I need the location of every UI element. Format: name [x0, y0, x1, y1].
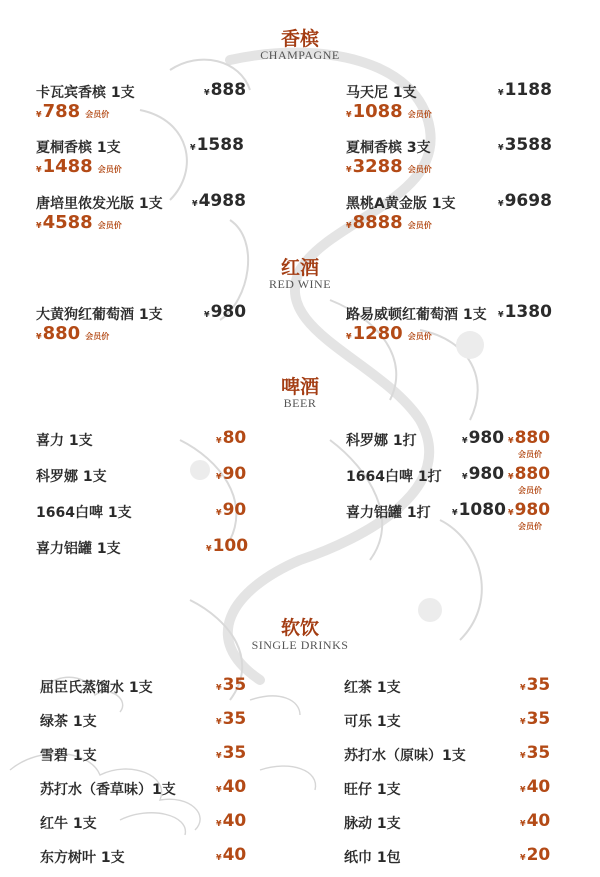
menu-item-price: ¥35	[216, 709, 247, 729]
beer-title-en: BEER	[283, 396, 317, 410]
menu-item-price: ¥35	[520, 709, 551, 729]
menu-item-price: ¥888	[204, 80, 247, 100]
menu-item-name: 夏桐香槟 1支	[36, 140, 121, 156]
menu-item-name: 夏桐香槟 3支	[346, 140, 431, 156]
menu-item-price: ¥1380	[498, 302, 552, 322]
member-price: ¥980	[508, 500, 551, 520]
menu-item-price: ¥9698	[498, 191, 552, 211]
menu-item-name: 1664白啤 1支	[36, 505, 132, 521]
member-price-label: 会员价	[85, 332, 110, 341]
member-price-label: 会员价	[85, 110, 110, 119]
menu-item-price: ¥980	[204, 302, 247, 322]
menu-item-price: ¥4988	[192, 191, 246, 211]
champagne-title-en: CHAMPAGNE	[260, 48, 340, 62]
menu-item-name: 唐培里侬发光版 1支	[36, 196, 163, 212]
member-price: ¥1088 会员价	[346, 101, 432, 122]
menu-item-price: ¥35	[216, 675, 247, 695]
menu-item-name: 屈臣氏蒸馏水 1支	[40, 680, 153, 696]
beer-title-cn: 啤酒	[280, 376, 319, 398]
menu-item-price: ¥40	[216, 777, 247, 797]
member-price: ¥880	[508, 428, 551, 448]
menu-item-name: 路易威顿红葡萄酒 1支	[346, 307, 487, 323]
member-price-label: 会员价	[518, 486, 542, 495]
member-price: ¥880 会员价	[36, 323, 110, 344]
menu-item-price: ¥1188	[498, 80, 552, 100]
menu-item-name: 苏打水（原味）1支	[344, 748, 466, 764]
red-wine-title-cn: 红酒	[280, 257, 319, 279]
member-price: ¥8888 会员价	[346, 212, 432, 233]
member-price: ¥788 会员价	[36, 101, 110, 122]
menu-item-price: ¥35	[216, 743, 247, 763]
member-price: ¥1488 会员价	[36, 156, 122, 177]
red-wine-title-en: RED WINE	[268, 277, 332, 291]
menu-item-name: 喜力 1支	[36, 433, 93, 449]
member-price: ¥4588 会员价	[36, 212, 122, 233]
menu-item-name: 卡瓦宾香槟 1支	[36, 85, 135, 101]
menu-item-price: ¥40	[520, 811, 551, 831]
menu-item-name: 红牛 1支	[40, 816, 97, 832]
member-price: ¥3288 会员价	[346, 156, 432, 177]
menu-item-name: 东方树叶 1支	[40, 850, 125, 866]
member-price: ¥880	[508, 464, 551, 484]
menu-item-name: 科罗娜 1支	[36, 469, 107, 485]
menu-item-price: ¥980	[462, 428, 505, 448]
menu-item-name: 喜力铝罐 1打	[346, 505, 431, 521]
menu-item-price: ¥35	[520, 675, 551, 695]
menu-item-name: 纸巾 1包	[344, 850, 401, 866]
menu-item-price: ¥100	[206, 536, 249, 556]
menu-item-price: ¥3588	[498, 135, 552, 155]
menu-item-price: ¥980	[462, 464, 505, 484]
champagne-title-cn: 香槟	[280, 28, 319, 50]
member-price-label: 会员价	[97, 165, 122, 174]
menu-item-name: 科罗娜 1打	[346, 433, 417, 449]
menu-item-name: 可乐 1支	[344, 714, 401, 730]
menu-item-price: ¥1080	[452, 500, 506, 520]
menu-item-name: 绿茶 1支	[40, 714, 97, 730]
menu-item-name: 脉动 1支	[344, 816, 401, 832]
menu-item-price: ¥20	[520, 845, 551, 865]
member-price-label: 会员价	[518, 450, 542, 459]
menu-item-price: ¥1588	[190, 135, 244, 155]
menu-item-price: ¥90	[216, 464, 247, 484]
member-price-label: 会员价	[407, 110, 432, 119]
member-price-label: 会员价	[407, 332, 432, 341]
menu-item-price: ¥80	[216, 428, 247, 448]
member-price-label: 会员价	[407, 165, 432, 174]
soft-drinks-title-cn: 软饮	[280, 617, 319, 639]
menu-item-name: 马天尼 1支	[346, 85, 417, 101]
menu-item-name: 红茶 1支	[344, 680, 401, 696]
member-price-label: 会员价	[407, 221, 432, 230]
member-price-label: 会员价	[518, 522, 542, 531]
soft-drinks-title-en: SINGLE DRINKS	[251, 638, 349, 652]
menu-item-price: ¥40	[216, 811, 247, 831]
menu-item-name: 1664白啤 1打	[346, 469, 442, 485]
menu-item-price: ¥35	[520, 743, 551, 763]
menu-item-price: ¥90	[216, 500, 247, 520]
menu-item-name: 苏打水（香草味）1支	[40, 782, 176, 798]
member-price: ¥1280 会员价	[346, 323, 432, 344]
menu-item-name: 雪碧 1支	[40, 748, 97, 764]
menu-item-price: ¥40	[520, 777, 551, 797]
menu-item-name: 大黄狗红葡萄酒 1支	[36, 307, 163, 323]
menu-item-name: 喜力铝罐 1支	[36, 541, 121, 557]
menu-item-name: 旺仔 1支	[344, 782, 401, 798]
menu-item-price: ¥40	[216, 845, 247, 865]
menu-item-name: 黑桃A黄金版 1支	[346, 196, 456, 212]
member-price-label: 会员价	[97, 221, 122, 230]
